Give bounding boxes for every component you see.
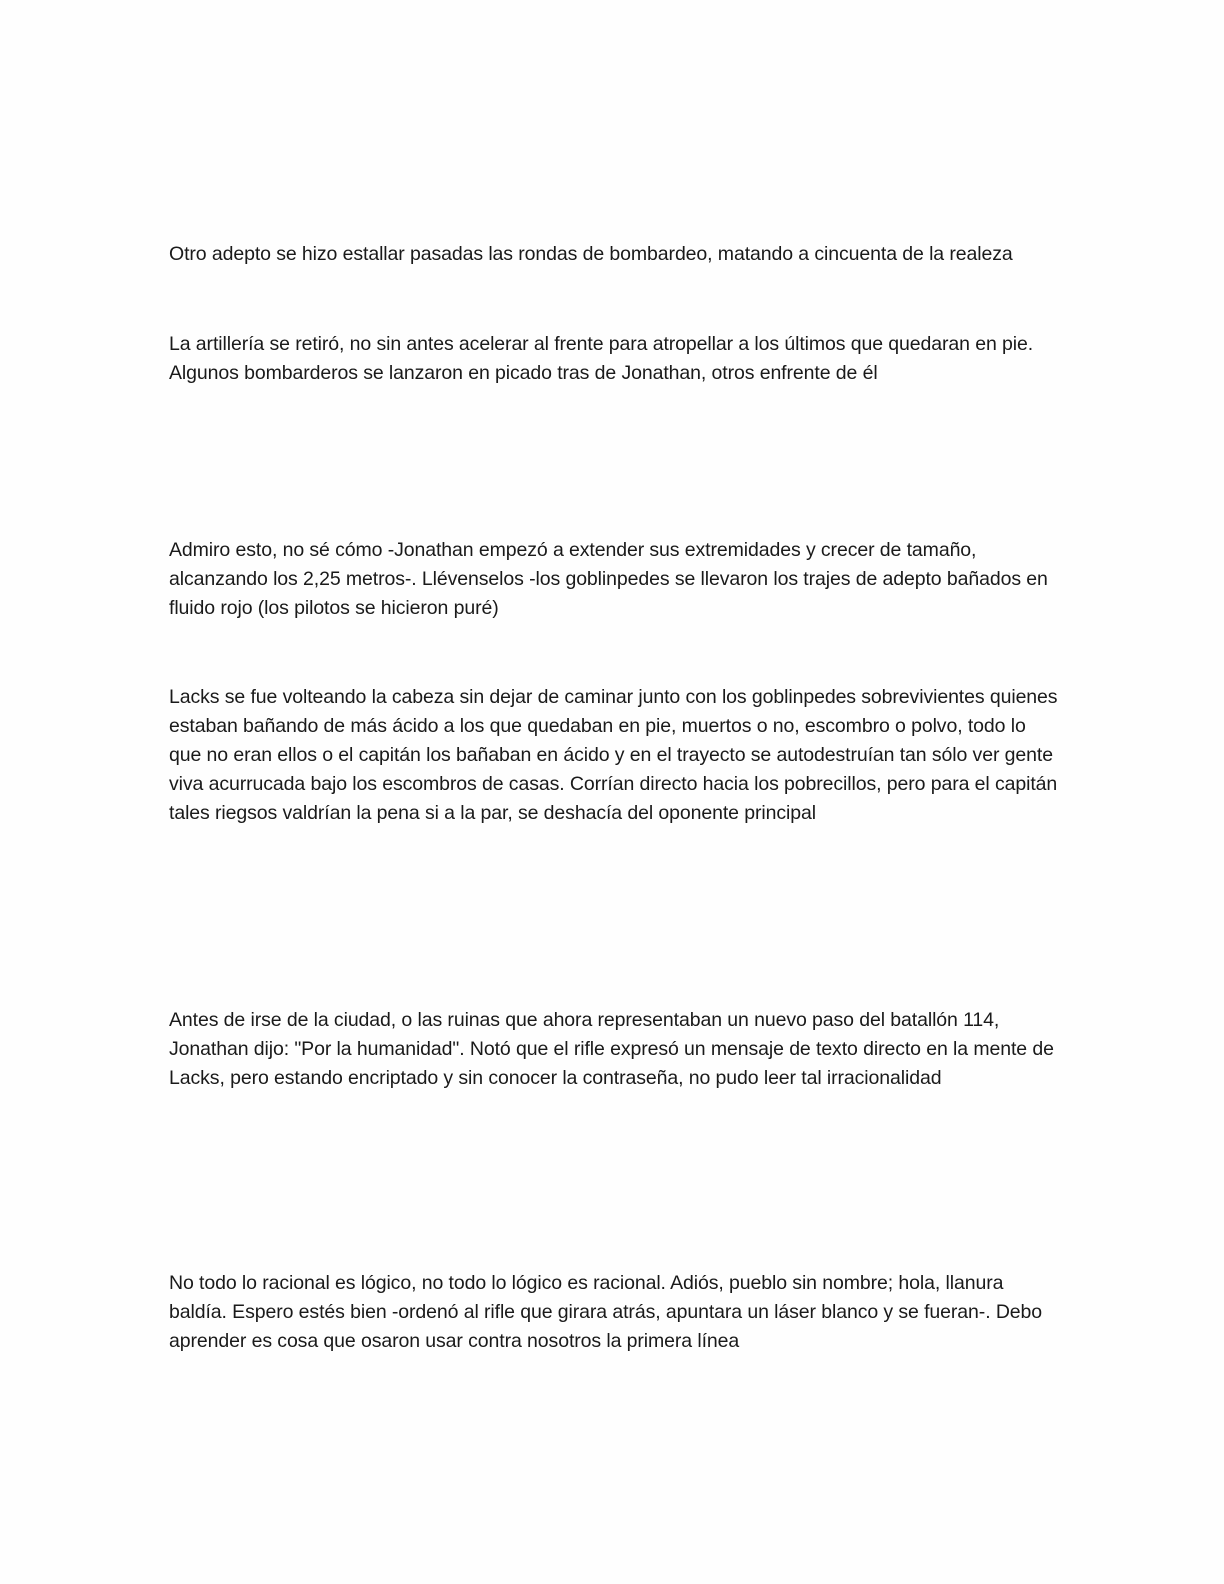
paragraph-2: La artillería se retiró, no sin antes acelerar al frente para atropellar a los últimos que quedaran en pie. Algunos bombarderos se lanzaron en picado tras de Jonathan, otros enfrente de él (169, 333, 1034, 384)
paragraph-1: Otro adepto se hizo estallar pasadas las rondas de bombardeo, matando a cincuenta de la realeza (169, 243, 1013, 265)
paragraph-5: Antes de irse de la ciudad, o las ruinas que ahora representaban un nuevo paso del batallón 114, Jonathan dijo: "Por la humanidad". Notó que el rifle expresó un mensaje de texto directo en la mente de Lacks, pero estando encriptado y sin conocer la contraseña, no pudo leer tal irracionalidad (169, 1009, 1054, 1089)
paragraph-6: No todo lo racional es lógico, no todo lo lógico es racional. Adiós, pueblo sin nombre; hola, llanura baldía. Espero estés bien -ordenó al rifle que girara atrás, apuntara un láser blanco y se fueran-. Debo aprender es cosa que osaron usar contra nosotros la primera línea (169, 1272, 1043, 1352)
paragraph-3: Admiro esto, no sé cómo -Jonathan empezó a extender sus extremidades y crecer de tamaño, alcanzando los 2,25 metros-. Llévenselos -los goblinpedes se llevaron los trajes de adepto bañados en fluido rojo (los pilotos se hicieron puré) (169, 539, 1048, 619)
paragraph-4: Lacks se fue volteando la cabeza sin dejar de caminar junto con los goblinpedes sobrevivientes quienes estaban bañando de más ácido a los que quedaban en pie, muertos o no, escombro o polvo, todo lo que no eran ellos o el capitán los bañaban en ácido y en el trayecto se autodestruían tan sólo ver gente viva acurrucada bajo los escombros de casas. Corrían directo hacia los pobrecillos, pero para el capitán tales riegsos valdrían la pena si a la par, se deshacía del oponente principal (169, 686, 1058, 824)
